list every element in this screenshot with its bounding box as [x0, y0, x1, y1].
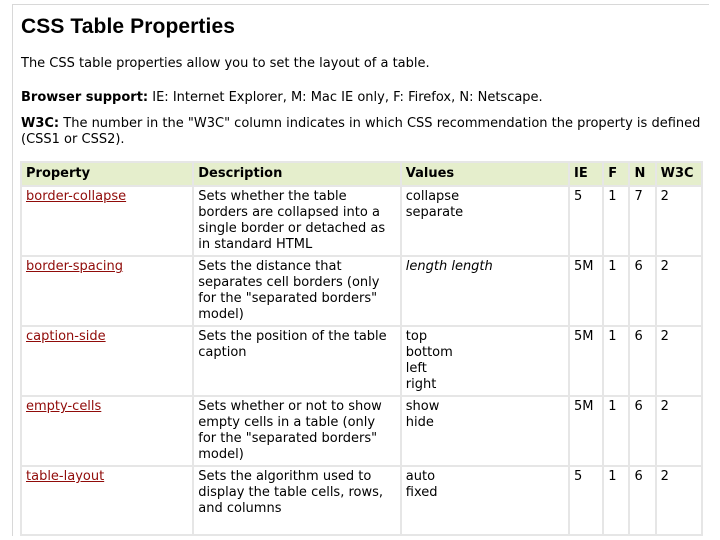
- table-row: [21, 186, 702, 256]
- description-cell: Sets the distance that separates cell borders (only for the "separated borders" model): [193, 256, 401, 326]
- description-cell: Sets the algorithm used to display the table cells, rows, and columns: [193, 466, 401, 535]
- property-cell: [21, 186, 193, 256]
- n-cell: 6: [629, 326, 655, 396]
- property-cell: [21, 256, 193, 326]
- n-cell: 7: [629, 186, 655, 256]
- f-cell: 1: [603, 186, 629, 256]
- property-link-empty-cells[interactable]: empty-cells: [26, 399, 102, 414]
- values-cell: collapse separate: [401, 186, 569, 256]
- table-row: [21, 326, 702, 396]
- header-values: Values: [401, 162, 569, 186]
- page-title: CSS Table Properties: [21, 15, 236, 38]
- f-cell: 1: [603, 256, 629, 326]
- header-property: Property: [21, 162, 193, 186]
- ie-cell: 5M: [569, 256, 603, 326]
- header-n: N: [629, 162, 655, 186]
- property-cell: [21, 466, 193, 535]
- n-cell: 6: [629, 466, 655, 535]
- property-cell: [21, 396, 193, 466]
- page-container: [12, 4, 709, 536]
- browser-support-description: IE: Internet Explorer, M: Mac IE only, F: Firefox, N: Netscape.: [148, 90, 543, 105]
- property-link-caption-side[interactable]: caption-side: [26, 329, 106, 344]
- f-cell: 1: [603, 396, 629, 466]
- ie-cell: 5M: [569, 396, 603, 466]
- values-cell: show hide: [401, 396, 569, 466]
- property-link-border-spacing[interactable]: border-spacing: [26, 259, 124, 274]
- table-header-row: [21, 162, 702, 186]
- property-link-table-layout[interactable]: table-layout: [26, 469, 105, 484]
- property-link-border-collapse[interactable]: border-collapse: [26, 189, 127, 204]
- intro-text: The CSS table properties allow you to set the layout of a table.: [21, 56, 430, 71]
- values-cell: auto fixed: [401, 466, 569, 535]
- ie-cell: 5: [569, 186, 603, 256]
- description-cell: Sets whether or not to show empty cells in a table (only for the "separated borders" model): [193, 396, 401, 466]
- browser-support-text: [21, 90, 701, 106]
- w3c-label: W3C:: [21, 116, 60, 131]
- w3c-cell: 2: [656, 186, 702, 256]
- w3c-cell: 2: [656, 326, 702, 396]
- values-cell: top bottom left right: [401, 326, 569, 396]
- w3c-description: The number in the "W3C" column indicates in which CSS recommendation the property is defined (CSS1 or CSS2).: [21, 116, 701, 147]
- values-cell: length length: [401, 256, 569, 326]
- w3c-note: [21, 116, 701, 148]
- w3c-cell: 2: [656, 396, 702, 466]
- n-cell: 6: [629, 396, 655, 466]
- w3c-cell: 2: [656, 256, 702, 326]
- table-row: [21, 466, 702, 535]
- f-cell: 1: [603, 466, 629, 535]
- properties-table: [20, 161, 703, 536]
- ie-cell: 5: [569, 466, 603, 535]
- description-cell: Sets the position of the table caption: [193, 326, 401, 396]
- description-cell: Sets whether the table borders are collapsed into a single border or detached as in standard HTML: [193, 186, 401, 256]
- w3c-cell: 2: [656, 466, 702, 535]
- header-w3c: W3C: [656, 162, 702, 186]
- header-description: Description: [193, 162, 401, 186]
- header-f: F: [603, 162, 629, 186]
- table-row: [21, 396, 702, 466]
- f-cell: 1: [603, 326, 629, 396]
- browser-support-label: Browser support:: [21, 90, 149, 105]
- n-cell: 6: [629, 256, 655, 326]
- property-cell: [21, 326, 193, 396]
- ie-cell: 5M: [569, 326, 603, 396]
- table-row: [21, 256, 702, 326]
- header-ie: IE: [569, 162, 603, 186]
